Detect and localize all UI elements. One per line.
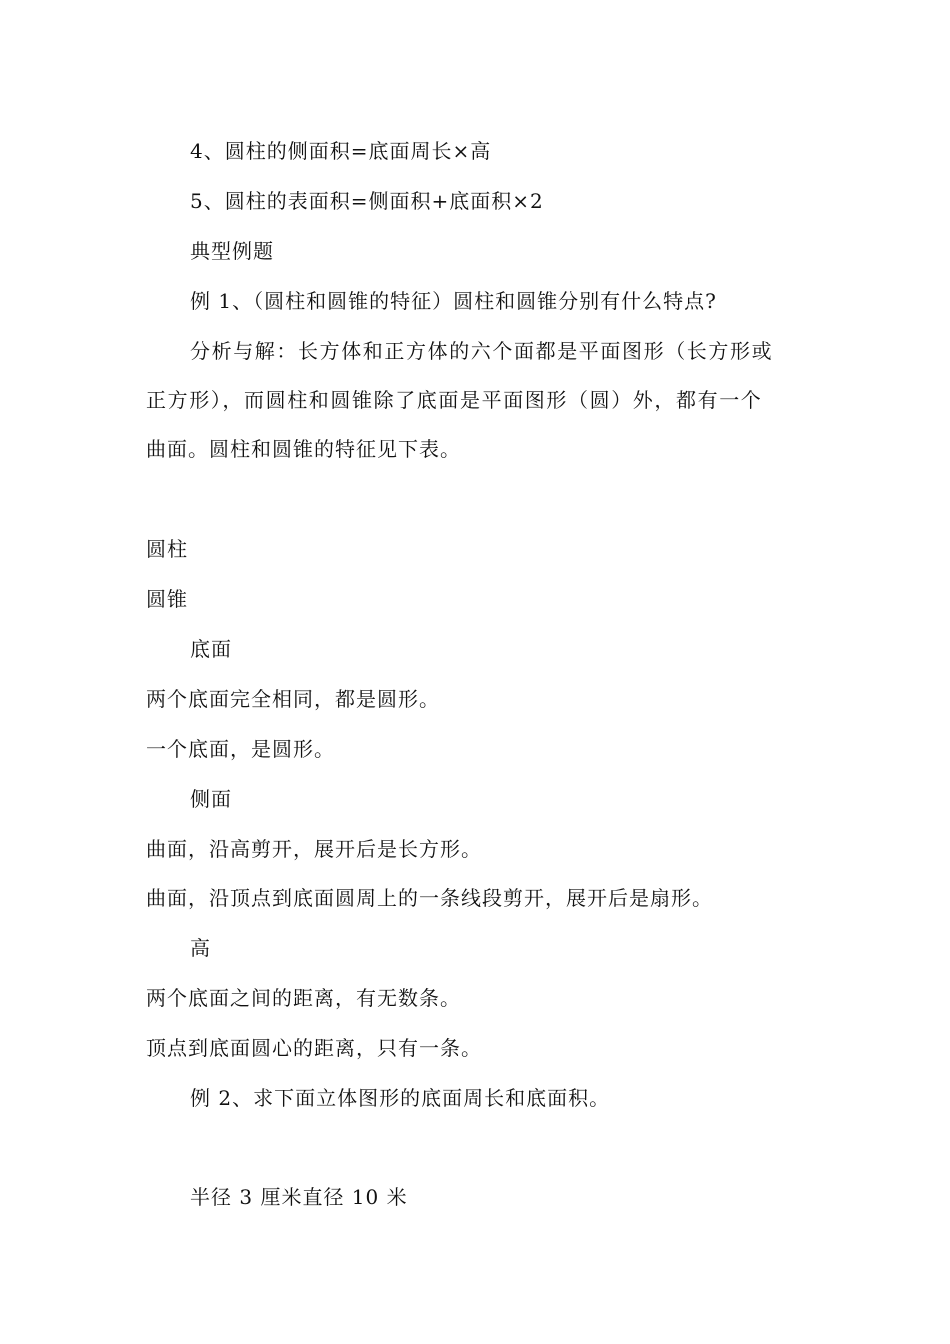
formula-surface-area: 5、圆柱的表面积=侧面积+底面积×2 (190, 189, 544, 213)
example-1-question: 例 1、（圆柱和圆锥的特征）圆柱和圆锥分别有什么特点? (190, 289, 717, 313)
example-2-question: 例 2、求下面立体图形的底面周长和底面积。 (190, 1086, 611, 1110)
table-row-label-height: 高 (190, 936, 211, 960)
example-2-figure-labels: 半径 3 厘米直径 10 米 (190, 1185, 408, 1209)
table-header-cone: 圆锥 (146, 587, 188, 611)
table-cell-cone-base: 一个底面，是圆形。 (146, 737, 335, 761)
example-1-analysis-line-3: 曲面。圆柱和圆锥的特征见下表。 (146, 437, 461, 461)
table-row-label-side: 侧面 (190, 787, 232, 811)
example-1-analysis-line-1: 分析与解：长方体和正方体的六个面都是平面图形（长方形或 (190, 339, 774, 363)
formula-lateral-area: 4、圆柱的侧面积=底面周长×高 (190, 139, 492, 163)
table-cell-cylinder-base: 两个底面完全相同，都是圆形。 (146, 687, 440, 711)
table-header-cylinder: 圆柱 (146, 537, 188, 561)
table-row-label-base: 底面 (190, 637, 232, 661)
table-cell-cylinder-side: 曲面，沿高剪开，展开后是长方形。 (146, 837, 482, 861)
section-title: 典型例题 (190, 239, 274, 263)
table-cell-cylinder-height: 两个底面之间的距离，有无数条。 (146, 986, 461, 1010)
table-cell-cone-side: 曲面，沿顶点到底面圆周上的一条线段剪开，展开后是扇形。 (146, 886, 713, 910)
table-cell-cone-height: 顶点到底面圆心的距离，只有一条。 (146, 1036, 482, 1060)
example-1-analysis-line-2: 正方形），而圆柱和圆锥除了底面是平面图形（圆）外，都有一个 (146, 388, 763, 412)
